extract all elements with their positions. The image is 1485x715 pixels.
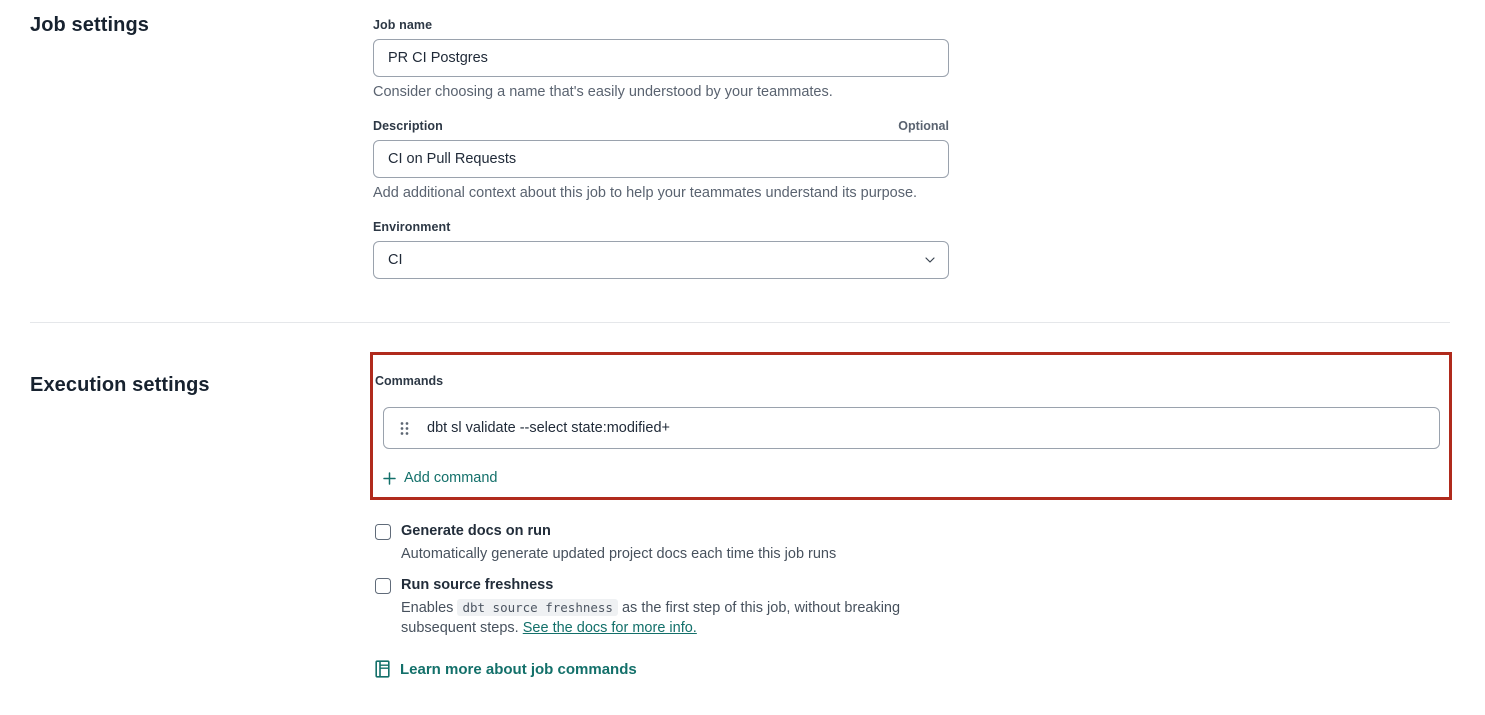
source-freshness-helper <box>401 598 941 638</box>
add-command-label: Add command <box>404 470 498 486</box>
environment-label: Environment <box>373 220 451 234</box>
environment-selected-value: CI <box>388 252 403 268</box>
job-settings-form <box>373 18 949 299</box>
generate-docs-checkbox[interactable] <box>375 524 391 540</box>
job-name-label: Job name <box>373 18 433 32</box>
optional-badge: Optional <box>898 119 949 133</box>
job-settings-heading: Job settings <box>30 14 149 36</box>
source-freshness-helper-mid: as the first step of this job, without breaking subsequent steps. <box>401 600 901 636</box>
execution-settings-heading: Execution settings <box>30 374 210 396</box>
drag-handle-icon[interactable] <box>398 419 411 438</box>
chevron-down-icon <box>925 257 935 263</box>
command-row[interactable] <box>383 407 1440 449</box>
section-divider <box>30 322 1450 323</box>
source-freshness-code: dbt source freshness <box>457 599 618 616</box>
learn-more-label: Learn more about job commands <box>400 660 637 678</box>
description-helper: Add additional context about this job to help your teammates understand its purpose. <box>373 185 918 201</box>
plus-icon <box>383 472 396 485</box>
description-label: Description <box>373 119 443 133</box>
learn-more-link[interactable] <box>375 660 637 678</box>
see-docs-link[interactable]: See the docs for more info. <box>522 620 697 636</box>
source-freshness-checkbox[interactable] <box>375 578 391 594</box>
command-input-value[interactable]: dbt sl validate --select state:modified+ <box>427 420 670 436</box>
generate-docs-helper: Automatically generate updated project docs each time this job runs <box>401 546 837 562</box>
generate-docs-label[interactable]: Generate docs on run <box>401 523 551 539</box>
commands-label: Commands <box>375 374 444 388</box>
source-freshness-row <box>375 577 941 638</box>
job-name-input[interactable] <box>373 39 949 77</box>
environment-field <box>373 220 949 279</box>
description-input[interactable] <box>373 140 949 178</box>
job-name-helper: Consider choosing a name that's easily understood by your teammates. <box>373 84 833 100</box>
source-freshness-helper-prefix: Enables <box>401 600 454 616</box>
book-icon <box>375 660 390 678</box>
description-field <box>373 119 949 200</box>
source-freshness-label[interactable]: Run source freshness <box>401 577 554 593</box>
environment-select[interactable] <box>373 241 949 279</box>
add-command-button[interactable] <box>383 470 498 486</box>
generate-docs-row <box>375 523 941 564</box>
job-name-field <box>373 18 949 99</box>
